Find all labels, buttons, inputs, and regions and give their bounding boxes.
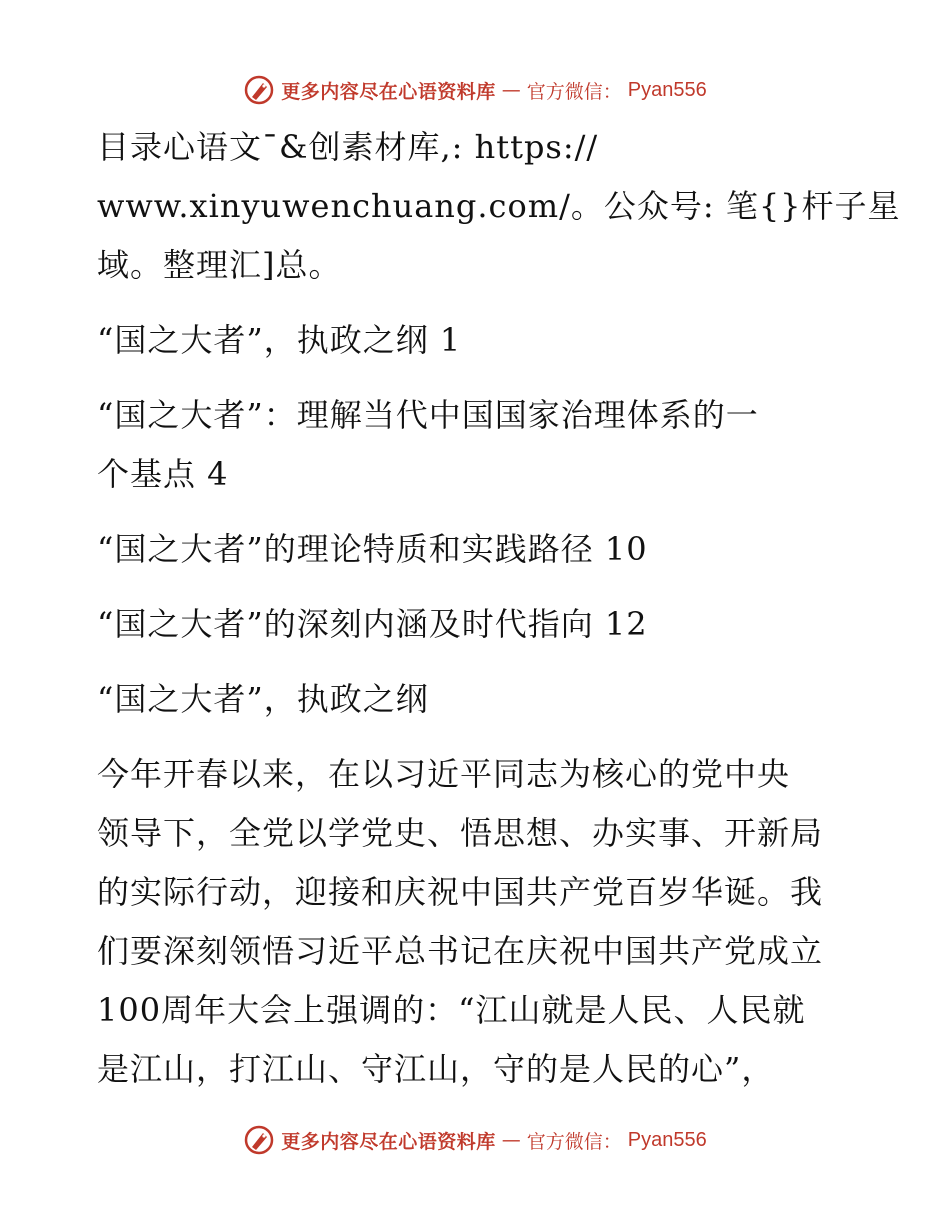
toc-entry: “国之大者”：理解当代中国国家治理体系的一: [97, 396, 759, 434]
pen-nib-icon: [243, 1124, 275, 1156]
toc-entry: “国之大者”的深刻内涵及时代指向 12: [97, 605, 648, 643]
banner-dash: —: [501, 79, 521, 101]
banner-slogan: 更多内容尽在心语资料库: [281, 1130, 496, 1153]
intro-paragraph: [97, 118, 901, 295]
footer-watermark-banner: [0, 1120, 950, 1160]
body-line: 是江山，打江山、守江山，守的是人民的心”，: [97, 1050, 775, 1088]
intro-line: www.xinyuwenchuang.com/。公众号: 笔{}杆子星: [97, 187, 901, 225]
banner-wechat-label: 官方微信：: [526, 1130, 622, 1153]
toc-entry: “国之大者”，执政之纲 1: [97, 321, 462, 359]
pen-nib-icon: [243, 74, 275, 106]
body-line: 们要深刻领悟习近平总书记在庆祝中国共产党成立: [97, 932, 824, 970]
body-line: 的实际行动，迎接和庆祝中国共产党百岁华诞。我: [97, 873, 824, 911]
table-of-contents: [97, 311, 852, 654]
toc-entry: “国之大者”的理论特质和实践路径 10: [97, 530, 648, 568]
banner-slogan: 更多内容尽在心语资料库: [281, 80, 496, 103]
document-body: [97, 118, 901, 1099]
intro-line: 目录心语文¯&创素材库,: https://: [97, 128, 599, 166]
banner-wechat-account: Pyan556: [627, 1128, 707, 1151]
body-line: 领导下，全党以学党史、悟思想、办实事、开新局: [97, 814, 824, 852]
body-paragraph: [97, 745, 852, 1099]
intro-line: 域。整理汇]总。: [97, 246, 342, 284]
body-line: 100周年大会上强调的：“江山就是人民、人民就: [97, 991, 806, 1029]
banner-wechat-label: 官方微信：: [526, 80, 622, 103]
banner-wechat-account: Pyan556: [627, 78, 707, 101]
banner-dash: —: [501, 1129, 521, 1151]
section-title: “国之大者”，执政之纲: [97, 680, 429, 718]
body-line: 今年开春以来，在以习近平同志为核心的党中央: [97, 755, 791, 793]
header-watermark-banner: [0, 70, 950, 110]
toc-entry-continuation: 个基点 4: [97, 455, 229, 493]
